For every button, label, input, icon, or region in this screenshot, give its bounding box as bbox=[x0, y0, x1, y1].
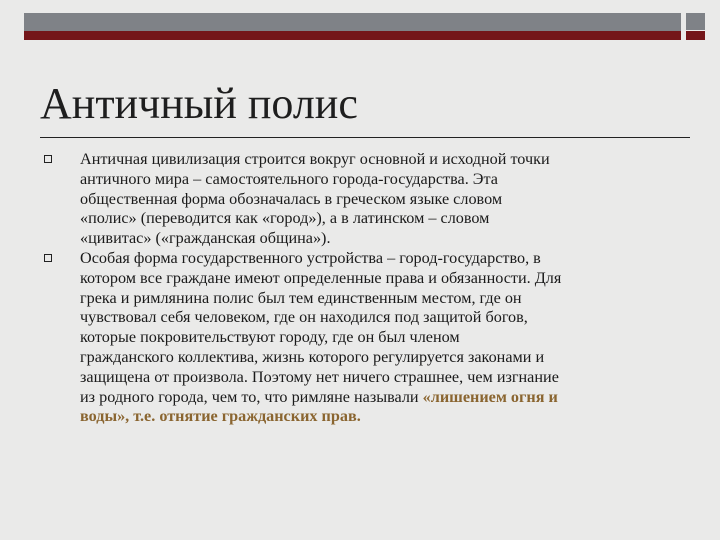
title-divider bbox=[40, 137, 690, 138]
header-bar-gray bbox=[24, 13, 681, 33]
text-line-mixed bbox=[80, 388, 690, 408]
text-line: которые покровительствуют городу, где он был членом bbox=[80, 328, 460, 347]
text-line: чувствовал себя человеком, где он находился под защитой богов, bbox=[80, 308, 528, 327]
corner-square-gray bbox=[686, 13, 705, 30]
text-line: котором все граждане имеют определенные права и обязанности. Для bbox=[80, 268, 562, 287]
slide-content bbox=[40, 150, 690, 427]
text-line: Античная цивилизация строится вокруг основной и исходной точки bbox=[80, 150, 550, 168]
text-line: «цивитас» («гражданская община»). bbox=[80, 229, 331, 248]
highlighted-phrase: «лишением огня и bbox=[422, 387, 558, 406]
text-line: Особая форма государственного устройства – город-государство, в bbox=[80, 248, 541, 267]
text-line: «полис» (переводится как «город»), а в латинском – словом bbox=[80, 209, 490, 228]
text-plain: из родного города, чем то, что римляне называли bbox=[80, 387, 423, 406]
text-line: гражданского коллектива, жизнь которого регулируется законами и bbox=[80, 347, 545, 366]
header-bar-red bbox=[24, 31, 681, 40]
hollow-square-bullet-icon bbox=[44, 155, 52, 163]
corner-square-red bbox=[686, 31, 705, 40]
bullet-item-2 bbox=[40, 249, 690, 427]
text-line: грека и римлянина полис был тем единственным местом, где он bbox=[80, 288, 522, 307]
text-line: общественная форма обозначалась в греческом языке словом bbox=[80, 189, 503, 208]
highlighted-phrase: воды», т.е. отнятие гражданских прав. bbox=[80, 407, 361, 426]
text-line: античного мира – самостоятельного города-государства. Эта bbox=[80, 169, 498, 188]
slide-title: Античный полис bbox=[40, 79, 358, 128]
hollow-square-bullet-icon bbox=[44, 254, 52, 262]
text-line: защищена от произвола. Поэтому нет ничего страшнее, чем изгнание bbox=[80, 367, 559, 386]
bullet-item-1 bbox=[40, 150, 690, 249]
